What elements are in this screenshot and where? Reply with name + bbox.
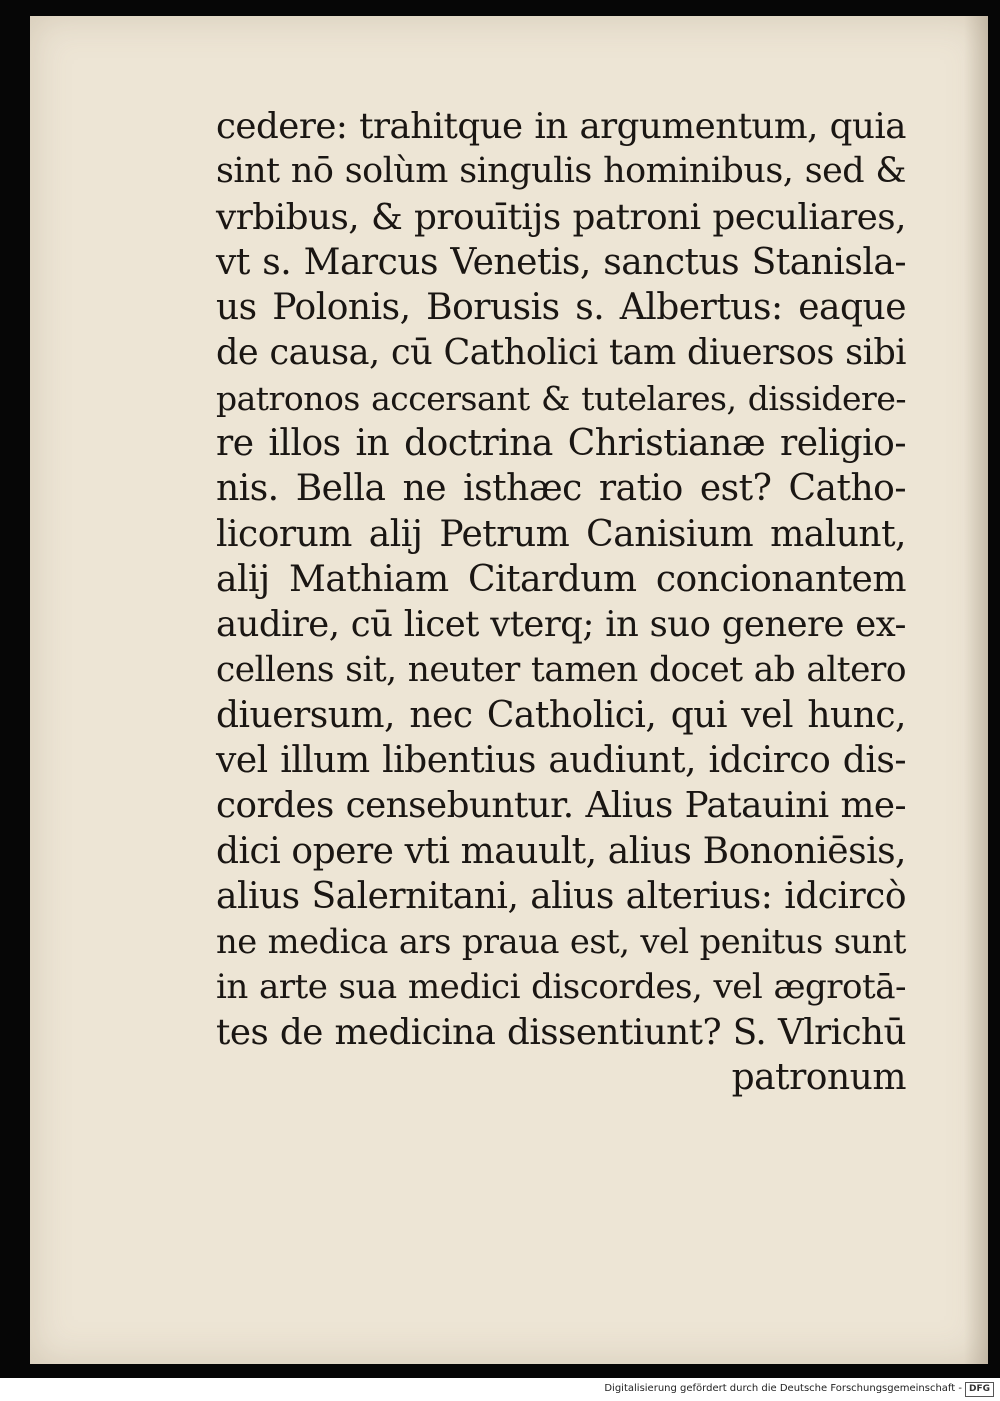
text-line: in arte sua medici discordes, vel ægrotā- [216,966,906,1007]
text-line: audire, cū licet vterq; in suo genere ex- [216,604,906,646]
text-line: sint nō solùm singulis hominibus, sed & [216,151,906,192]
text-line: vel illum libentius audiunt, idcirco dis- [216,740,906,782]
text-line: vrbibus, & prouītijs patroni peculiares, [216,196,906,238]
text-line: cedere: trahitque in argumentum, quia [216,106,906,147]
text-line: nis. Bella ne isthæc ratio est? Catho- [216,468,906,510]
text-line: cordes censebuntur. Alius Patauini me- [216,785,906,827]
footer-bar [0,1378,1000,1401]
text-line: alius Salernitani, alius alterius: idcircò [216,876,906,918]
text-line: de causa, cū Catholici tam diuersos sibi [216,332,906,374]
text-line: dici opere vti mauult, alius Bononiēsis, [216,830,906,872]
text-block [216,104,906,1101]
text-line: diuersum, nec Catholici, qui vel hunc, [216,694,906,736]
catchword: patronum [731,1057,906,1099]
text-line: alij Mathiam Citardum concionantem [216,558,906,600]
text-line: tes de medicina dissentiunt? S. Vlrichū [216,1011,906,1053]
text-line: re illos in doctrina Christianæ religio- [216,423,906,465]
dfg-logo[interactable]: DFG [965,1382,994,1397]
text-line: licorum alij Petrum Canisium malunt, [216,513,906,555]
text-line: patronos accersant & tutelares, dissidere- [216,378,906,418]
page-edge-shadow [964,16,988,1364]
text-line: vt s. Marcus Venetis, sanctus Stanisla- [216,241,906,283]
funding-credit: Digitalisierung gefördert durch die Deutsche Forschungsgemeinschaft - [604,1383,962,1394]
text-line: us Polonis, Borusis s. Albertus: eaque [216,287,906,329]
text-line: cellens sit, neuter tamen docet ab altero [216,649,906,690]
text-line: ne medica ars praua est, vel penitus sunt [216,922,906,962]
